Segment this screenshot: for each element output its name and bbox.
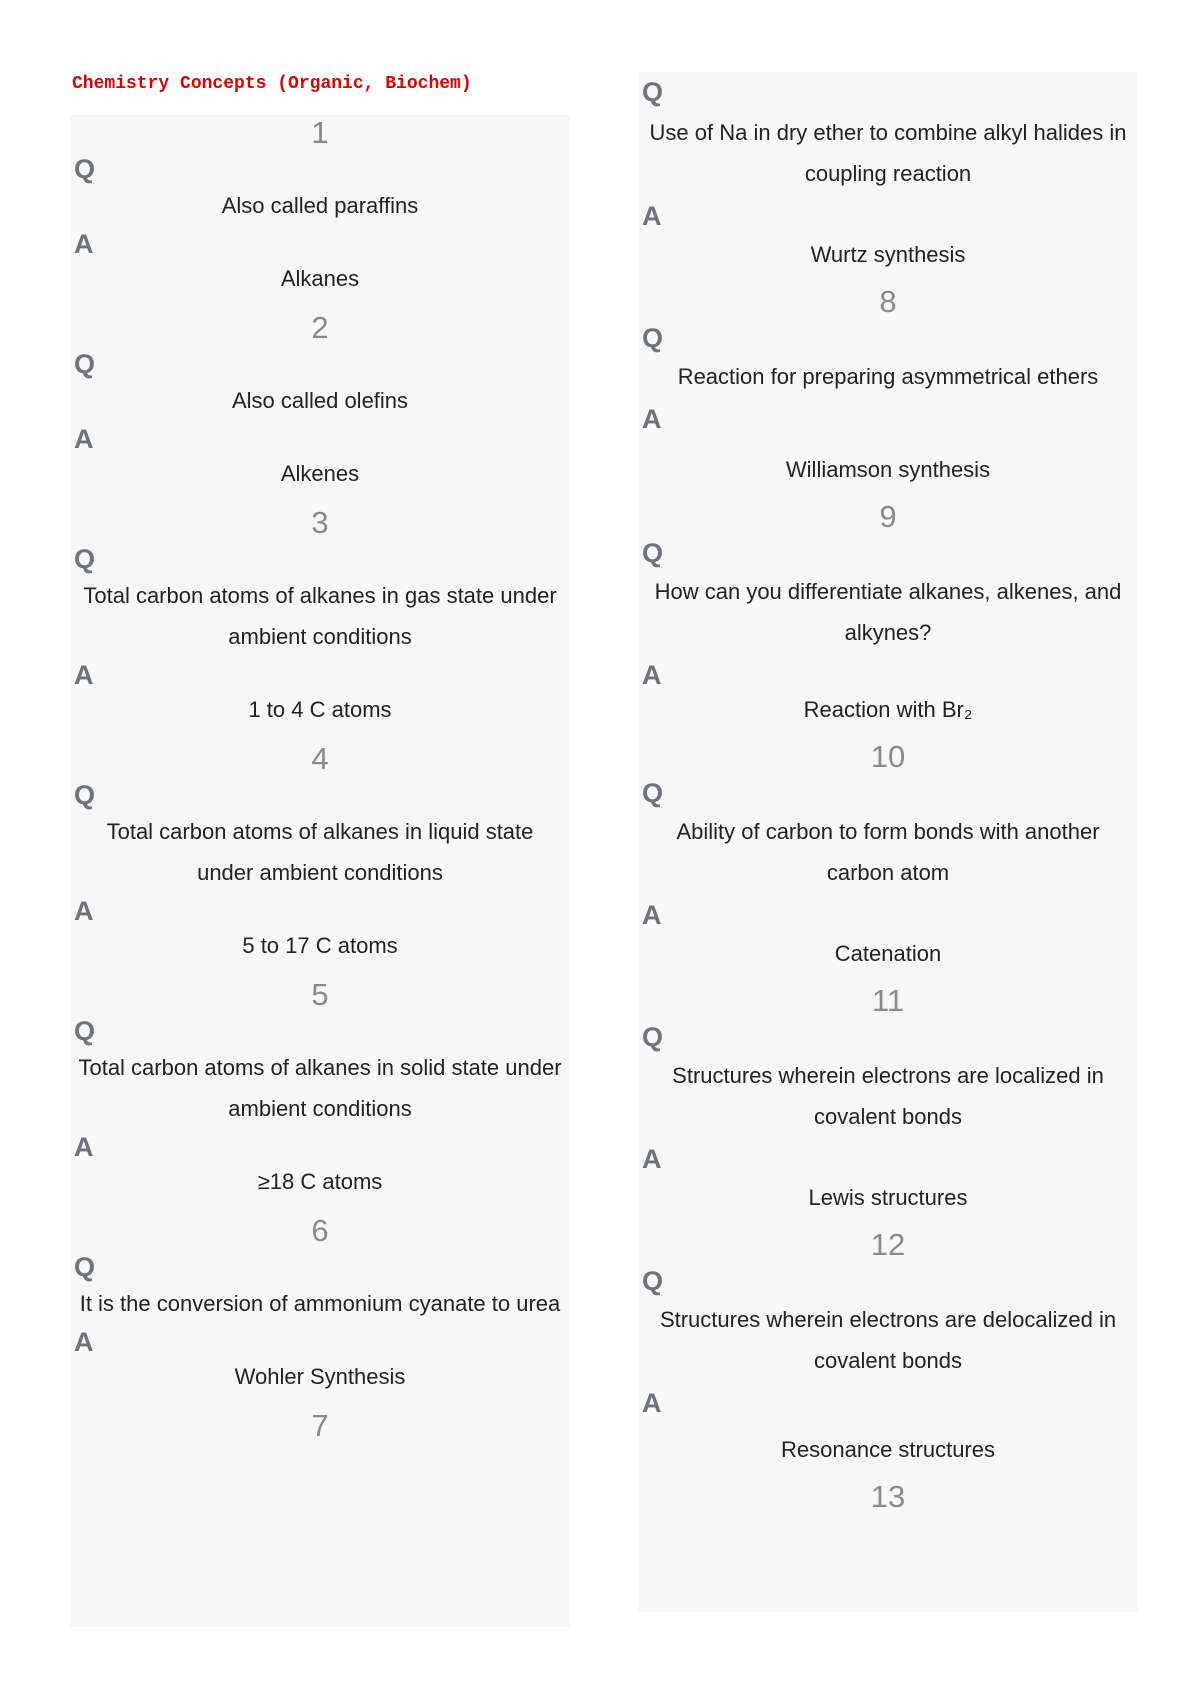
answer-text: Wohler Synthesis (234, 1364, 406, 1389)
card-number: 2 (311, 310, 329, 345)
question-label: Q (642, 1266, 664, 1296)
question-text: Total carbon atoms of alkanes in solid state under ambient conditions (78, 1055, 562, 1121)
card-number: 9 (879, 499, 897, 534)
flashcard-column-right (638, 72, 1138, 1612)
card-number: 13 (870, 1479, 906, 1514)
answer-text: Williamson synthesis (785, 457, 991, 482)
card-number: 8 (879, 284, 897, 319)
question-label: Q (74, 154, 96, 184)
card-number: 4 (311, 741, 329, 776)
flashcard (638, 983, 1138, 1211)
card-number: 12 (870, 1227, 906, 1262)
question-text: Also called paraffins (221, 193, 419, 218)
answer-text: Lewis structures (808, 1185, 968, 1210)
card-number: 3 (311, 505, 329, 540)
answer-label: A (74, 424, 94, 454)
flashcard (70, 977, 570, 1195)
flashcard (70, 741, 570, 959)
answer-label: A (642, 1388, 662, 1418)
question-label: Q (642, 538, 664, 568)
flashcard (638, 1479, 1138, 1515)
flashcard (70, 115, 570, 292)
question-label: Q (74, 349, 96, 379)
flashcard (638, 284, 1138, 483)
answer-text: Alkenes (280, 461, 360, 486)
question-label: Q (642, 778, 664, 808)
question-text: Also called olefins (231, 388, 409, 413)
flashcard-column-left (70, 115, 570, 1627)
question-text: Total carbon atoms of alkanes in gas state under ambient conditions (83, 583, 557, 649)
card-number: 5 (311, 977, 329, 1012)
flashcard (70, 1213, 570, 1390)
card-number: 7 (311, 1408, 329, 1443)
answer-text: Resonance structures (781, 1437, 995, 1462)
question-text: Reaction for preparing asymmetrical ethers (677, 364, 1099, 389)
answer-label: A (74, 660, 94, 690)
answer-label: A (642, 1144, 662, 1174)
question-label: Q (642, 323, 664, 353)
answer-label: A (642, 404, 662, 434)
answer-text: Reaction with Br₂ (803, 697, 973, 722)
question-label: Q (74, 1252, 96, 1282)
card-number: 11 (871, 983, 905, 1018)
card-number: 1 (311, 115, 329, 150)
answer-label: A (74, 1327, 94, 1357)
question-label: Q (74, 544, 96, 574)
answer-text: Alkanes (280, 266, 360, 291)
question-label: Q (642, 77, 664, 107)
flashcard (638, 499, 1138, 723)
question-label: Q (74, 780, 96, 810)
answer-label: A (74, 1132, 94, 1162)
question-label: Q (642, 1022, 664, 1052)
answer-label: A (74, 896, 94, 926)
flashcard (70, 505, 570, 723)
answer-text: 1 to 4 C atoms (248, 697, 392, 722)
answer-label: A (74, 229, 94, 259)
flashcard (638, 739, 1138, 967)
question-text: Structures wherein electrons are localized in covalent bonds (672, 1063, 1104, 1129)
question-label: Q (74, 1016, 96, 1046)
card-number: 10 (870, 739, 906, 774)
question-text: Ability of carbon to form bonds with another carbon atom (676, 819, 1100, 885)
answer-text: ≥18 C atoms (257, 1169, 383, 1194)
question-text: Total carbon atoms of alkanes in liquid state under ambient conditions (106, 819, 534, 885)
answer-text: Wurtz synthesis (810, 242, 966, 267)
question-text: Use of Na in dry ether to combine alkyl halides in coupling reaction (649, 120, 1127, 186)
flashcard (70, 1408, 570, 1444)
answer-label: A (642, 660, 662, 690)
document-title: Chemistry Concepts (Organic, Biochem) (72, 74, 472, 94)
flashcard (70, 310, 570, 487)
card-number: 6 (311, 1213, 329, 1248)
answer-text: Catenation (834, 941, 942, 966)
question-text: It is the conversion of ammonium cyanate to urea (79, 1291, 561, 1316)
answer-label: A (642, 201, 662, 231)
answer-label: A (642, 900, 662, 930)
flashcard (638, 72, 1138, 268)
question-text: How can you differentiate alkanes, alkenes, and alkynes? (654, 579, 1122, 645)
question-text: Structures wherein electrons are delocalized in covalent bonds (659, 1307, 1117, 1373)
flashcard (638, 1227, 1138, 1463)
answer-text: 5 to 17 C atoms (242, 933, 398, 958)
